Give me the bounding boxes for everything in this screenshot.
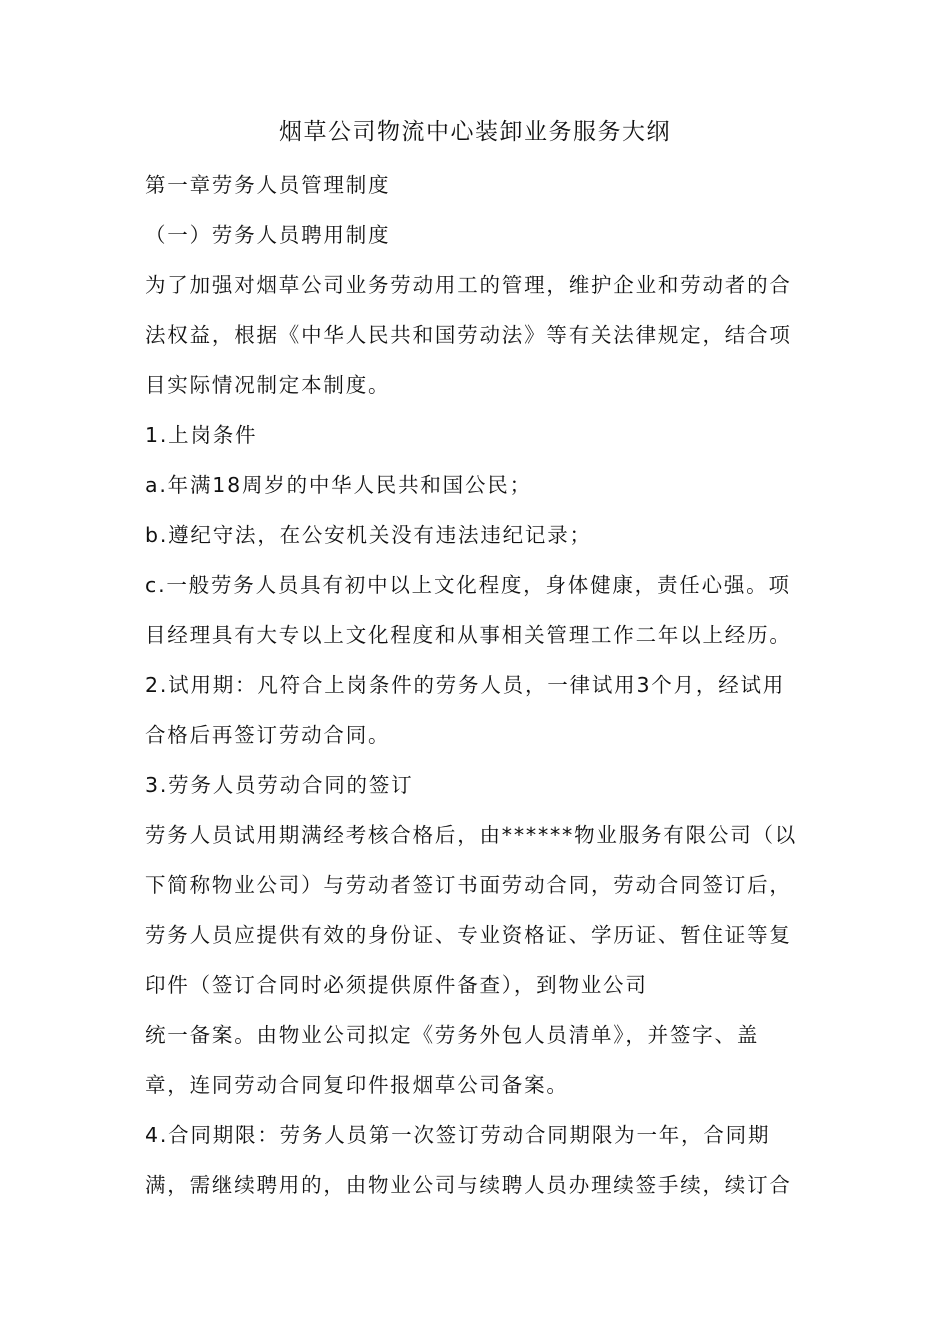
item-paragraph: 2.试用期：凡符合上岗条件的劳务人员，一律试用3个月，经试用 <box>145 673 786 697</box>
paragraph-line: 目经理具有大专以上文化程度和从事相关管理工作二年以上经历。 <box>145 623 792 647</box>
item-heading: 3.劳务人员劳动合同的签订 <box>145 773 414 797</box>
paragraph-line: 印件（签订合同时必须提供原件备查），到物业公司 <box>145 973 648 997</box>
paragraph-line: 统一备案。由物业公司拟定《劳务外包人员清单》，并签字、盖 <box>145 1023 760 1047</box>
paragraph-line: 劳务人员应提供有效的身份证、专业资格证、学历证、暂住证等复 <box>145 923 792 947</box>
chapter-heading: 第一章劳务人员管理制度 <box>145 173 391 197</box>
paragraph-line: 目实际情况制定本制度。 <box>145 373 391 397</box>
paragraph-line: 为了加强对烟草公司业务劳动用工的管理，维护企业和劳动者的合 <box>145 273 792 297</box>
item-paragraph: 4.合同期限：劳务人员第一次签订劳动合同期限为一年，合同期 <box>145 1123 771 1147</box>
paragraph-line: 满，需继续聘用的，由物业公司与续聘人员办理续签手续，续订合 <box>145 1173 792 1197</box>
document-title: 烟草公司物流中心装卸业务服务大纲 <box>279 119 671 145</box>
paragraph-line: 下简称物业公司）与劳动者签订书面劳动合同，劳动合同签订后， <box>145 873 792 897</box>
paragraph-line: 法权益，根据《中华人民共和国劳动法》等有关法律规定，结合项 <box>145 323 792 347</box>
paragraph-line: 合格后再签订劳动合同。 <box>145 723 391 747</box>
section-heading: （一）劳务人员聘用制度 <box>145 223 391 247</box>
paragraph-line: 章，连同劳动合同复印件报烟草公司备案。 <box>145 1073 569 1097</box>
item-heading: 1.上岗条件 <box>145 423 258 447</box>
list-item: c.一般劳务人员具有初中以上文化程度，身体健康，责任心强。项 <box>145 573 791 597</box>
list-item: a.年满18周岁的中华人民共和国公民； <box>145 473 532 497</box>
list-item: b.遵纪守法，在公安机关没有违法违纪记录； <box>145 523 592 547</box>
paragraph-line: 劳务人员试用期满经考核合格后，由******物业服务有限公司（以 <box>145 823 798 847</box>
